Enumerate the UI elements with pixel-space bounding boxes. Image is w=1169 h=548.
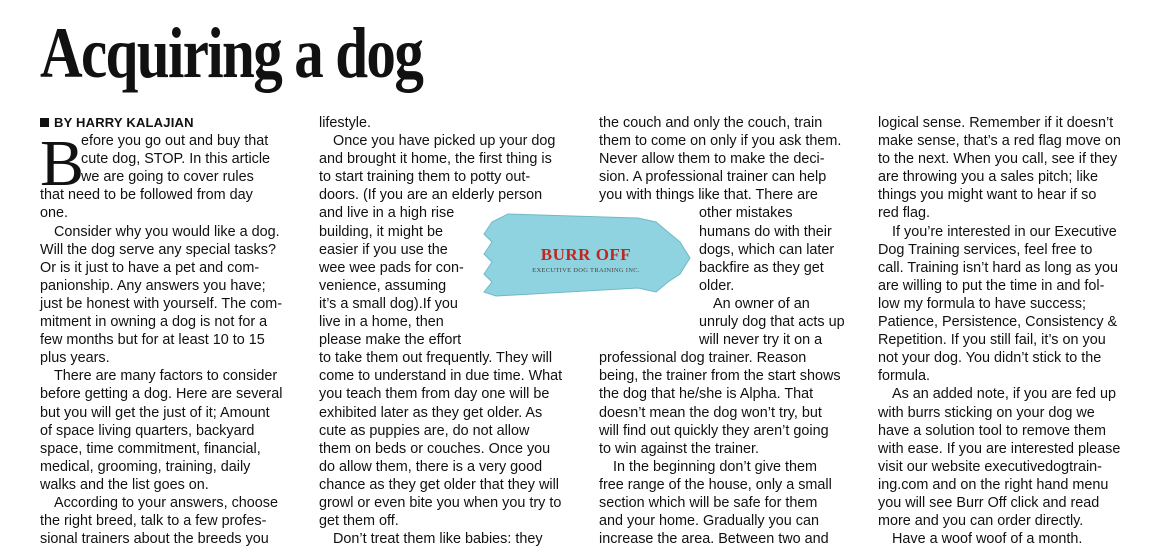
text-line: them to come on only if you ask them.	[599, 133, 842, 150]
text-line: just be honest with yourself. The com-	[40, 295, 283, 312]
text-line: Consider why you would like a dog.	[54, 223, 280, 240]
text-line: Don’t treat them like babies: they	[333, 531, 543, 548]
text-line: and brought it home, the first thing is	[319, 151, 552, 168]
text-line: An owner of an	[713, 295, 810, 312]
text-line: There are many factors to consider	[54, 368, 278, 385]
text-line: older.	[699, 277, 735, 294]
text-line: of space living quarters, backyard	[40, 422, 255, 439]
text-line: will find out quickly they aren’t going	[599, 422, 829, 439]
text-line: As an added note, if you are fed up	[892, 386, 1117, 403]
text-line: the dog that he/she is Alpha. That	[599, 386, 814, 403]
text-line: Patience, Persistence, Consistency &	[878, 314, 1118, 331]
text-line: to the next. When you call, see if they	[878, 151, 1118, 168]
text-line: doors. (If you are an elderly person	[319, 187, 543, 204]
text-line: sion. A professional trainer can help	[599, 169, 827, 186]
text-line: backfire as they get	[699, 259, 824, 276]
text-line: space, time commitment, financial,	[40, 440, 261, 457]
article-column-2	[319, 114, 579, 548]
text-line: and your home. Gradually you can	[599, 513, 819, 530]
text-line: formula.	[878, 368, 930, 385]
article-column-1	[40, 114, 302, 548]
text-line: to start training them to potty out-	[319, 169, 531, 186]
text-line: low my formula to have success;	[878, 295, 1086, 312]
text-line: the right breed, talk to a few profes-	[40, 513, 267, 530]
text-line: In the beginning don’t give them	[613, 458, 818, 475]
text-line: have a solution tool to remove them	[878, 422, 1106, 439]
text-line: doesn’t mean the dog won’t try, but	[599, 404, 822, 421]
text-line: visit our website executivedogtrain-	[878, 458, 1102, 475]
text-line: to take them out frequently. They will	[319, 350, 553, 367]
text-line: logical sense. Remember if it doesn’t	[878, 115, 1114, 131]
text-line: section which will be safe for them	[599, 494, 818, 511]
text-line: come to understand in due time. What	[319, 368, 563, 385]
text-line: live in a home, then	[319, 314, 444, 331]
text-line: Have a woof woof of a month.	[892, 531, 1083, 548]
text-line: Will the dog serve any special tasks?	[40, 241, 276, 258]
text-line: call. Training isn’t hard as long as you	[878, 259, 1118, 276]
text-line: Once you have picked up your dog	[333, 133, 556, 150]
text-line: venience, assuming	[319, 277, 447, 294]
text-line: panionship. Any answers you have;	[40, 277, 266, 294]
text-line: will never try it on a	[699, 332, 823, 349]
text-line: are willing to put the time in and fol-	[878, 277, 1105, 294]
text-line: do allow them, there is a very good	[319, 458, 543, 475]
text-line: get them off.	[319, 513, 399, 530]
text-line: it’s a small dog).If you	[319, 295, 458, 312]
text-line: free range of the house, only a small	[599, 476, 832, 493]
text-line: Dog Training services, feel free to	[878, 241, 1093, 258]
byline: BY HARRY KALAJIAN	[40, 114, 302, 132]
text-line: are throwing you a sales pitch; like	[878, 169, 1098, 186]
text-line: the couch and only the couch, train	[599, 115, 823, 131]
text-line: According to your answers, choose	[54, 494, 278, 511]
text-line: make sense, that’s a red flag move on	[878, 133, 1121, 150]
text-line: with burrs sticking on your dog we	[878, 404, 1095, 421]
text-line: being, the trainer from the start shows	[599, 368, 841, 385]
text-line: with ease. If you are interested please	[878, 440, 1121, 457]
text-line: please make the effort	[319, 332, 462, 349]
text-line: sional trainers about the breeds you	[40, 531, 269, 548]
byline-square-icon	[40, 118, 49, 127]
text-line: efore you go out and buy that	[81, 133, 269, 150]
text-line: mitment in owning a dog is not for a	[40, 314, 268, 331]
text-line: growl or even bite you when you try to	[319, 494, 562, 511]
text-line: exhibited later as they get older. As	[319, 404, 543, 421]
text-line: easier if you use the	[319, 241, 448, 258]
text-line: and live in a high rise	[319, 205, 455, 222]
text-line: dogs, which can later	[699, 241, 835, 258]
text-line: cute as puppies are, do not allow	[319, 422, 530, 439]
text-line: chance as they get older that they will	[319, 476, 559, 493]
text-line: Repetition. If you still fail, it’s on you	[878, 332, 1106, 349]
text-line: them on beds or couches. Once you	[319, 440, 551, 457]
text-line: If you’re interested in our Executive	[892, 223, 1117, 240]
text-line: you with things like that. There are	[599, 187, 818, 204]
text-line: professional dog trainer. Reason	[599, 350, 807, 367]
text-line: one.	[40, 205, 69, 222]
text-line: you will see Burr Off click and read	[878, 494, 1100, 511]
text-line: few months but for at least 10 to 15	[40, 332, 265, 349]
text-line: other mistakes	[699, 205, 793, 222]
text-line: we are going to cover rules	[81, 169, 254, 186]
text-line: cute dog, STOP. In this article	[81, 151, 271, 168]
text-line: more and you can order directly.	[878, 513, 1084, 530]
text-line: walks and the list goes on.	[40, 476, 209, 493]
text-line: ing.com and on the right hand menu	[878, 476, 1109, 493]
text-line: lifestyle.	[319, 115, 371, 131]
text-line: Or is it just to have a pet and com-	[40, 259, 260, 276]
text-line: increase the area. Between two and	[599, 531, 829, 548]
text-line: wee wee pads for con-	[319, 259, 464, 276]
article-column-4	[878, 114, 1142, 548]
text-line: that need to be followed from day	[40, 187, 253, 204]
product-brand-label: BURR OFF	[540, 245, 632, 264]
text-line: unruly dog that acts up	[699, 314, 845, 331]
article-headline: Acquiring a dog	[40, 13, 423, 93]
text-line: building, it might be	[319, 223, 443, 240]
text-line: to win against the trainer.	[599, 440, 759, 457]
text-line: things you might want to hear if so	[878, 187, 1097, 204]
text-line: but you will get the just of it; Amount	[40, 404, 270, 421]
text-line: humans do with their	[699, 223, 832, 240]
product-subtitle-label: EXECUTIVE DOG TRAINING INC.	[532, 267, 640, 274]
text-line: you teach them from day one will be	[319, 386, 550, 403]
burr-off-product-image	[478, 208, 694, 303]
text-line: red flag.	[878, 205, 930, 222]
text-line: Never allow them to make the deci-	[599, 151, 825, 168]
text-line: not your dog. You didn’t stick to the	[878, 350, 1102, 367]
text-line: medical, grooming, training, daily	[40, 458, 251, 475]
text-line: before getting a dog. Here are several	[40, 386, 283, 403]
article-column-3	[599, 114, 863, 548]
text-line: plus years.	[40, 350, 110, 367]
drop-cap: B	[40, 127, 85, 200]
